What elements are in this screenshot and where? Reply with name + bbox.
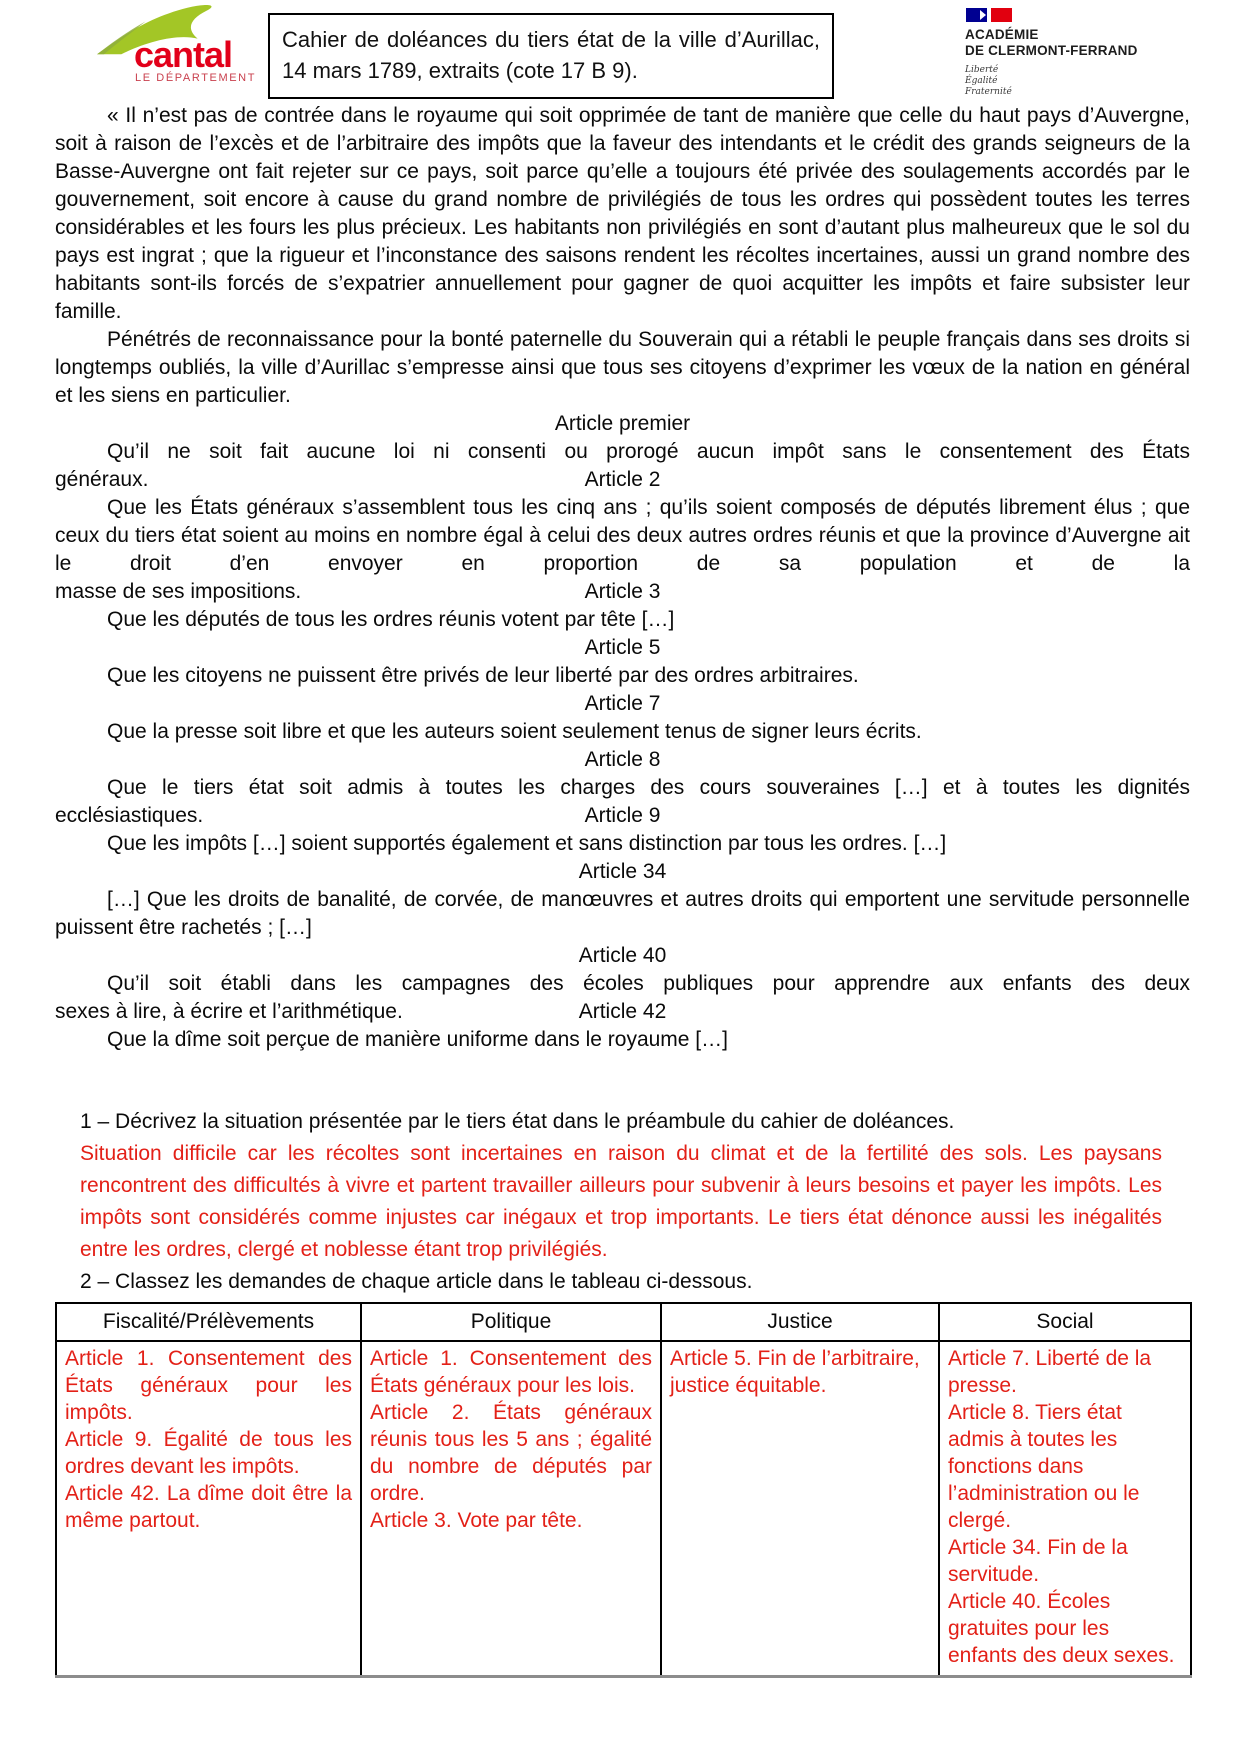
document-title: Cahier de doléances du tiers état de la ville d’Aurillac, 14 mars 1789, extraits (cote 17 B 9). xyxy=(282,27,820,83)
table-cell-item: Article 42. La dîme doit être la même partout. xyxy=(65,1482,352,1532)
table-header-politique: Politique xyxy=(361,1303,661,1341)
questions-section xyxy=(80,1106,1162,1298)
article-heading-8: Article 8 xyxy=(584,748,661,771)
table-cell-item: Article 40. Écoles gratuites pour les enfants des deux sexes. xyxy=(948,1590,1175,1667)
article-heading-7: Article 7 xyxy=(584,692,661,715)
table-cell-item: Article 9. Égalité de tous les ordres devant les impôts. xyxy=(65,1428,352,1478)
table-cell-item: Article 3. Vote par tête. xyxy=(370,1509,583,1532)
article-heading-3: Article 3 xyxy=(584,580,661,603)
article-heading-40: Article 40 xyxy=(578,944,667,967)
table-cell-item: Article 7. Liberté de la presse. xyxy=(948,1347,1152,1397)
table-cell-item: Article 5. Fin de l’arbitraire, justice équitable. xyxy=(670,1347,920,1397)
article-heading-42: Article 42 xyxy=(578,1000,667,1023)
motto-fraternite: Fraternité xyxy=(965,87,1012,97)
academie-name-line2: DE CLERMONT-FERRAND xyxy=(965,43,1138,58)
paragraph-article-7: Que la presse soit libre et que les auteurs soient seulement tenus de signer leurs écrits. xyxy=(107,720,922,743)
paragraph-article-1: Qu’il ne soit fait aucune loi ni consenti ou prorogé aucun impôt sans le consentement des États généraux. Article 2 xyxy=(55,438,1190,494)
cantal-department-label: LE DÉPARTEMENT xyxy=(135,72,257,84)
header xyxy=(0,0,1240,98)
article-heading-5: Article 5 xyxy=(584,636,661,659)
paragraph-remainder: généraux. xyxy=(55,468,149,491)
table-cell-politique xyxy=(361,1341,661,1677)
table-header-justice: Justice xyxy=(661,1303,939,1341)
motto-egalite: Égalité xyxy=(965,76,998,86)
article-heading-34: Article 34 xyxy=(578,860,667,883)
paragraph-remainder: ecclésiastiques. xyxy=(55,804,204,827)
table-cell-item: Article 8. Tiers état admis à toutes les fonctions dans l’administration ou le clergé. xyxy=(948,1401,1140,1532)
question-1: 1 – Décrivez la situation présentée par le tiers état dans le préambule du cahier de doléances. xyxy=(80,1110,955,1133)
table-cell-social xyxy=(939,1341,1191,1677)
paragraph-article-40: Qu’il soit établi dans les campagnes des écoles publiques pour apprendre aux enfants des deux sexes à lire, à écrire et l’arithmétique. Article 42 xyxy=(55,970,1190,1026)
paragraph-remainder: sexes à lire, à écrire et l’arithmétique. xyxy=(55,1000,403,1023)
paragraph-article-2: Que les États généraux s’assemblent tous les cinq ans ; qu’ils soient composés de députés librement élus ; que ceux du tiers état soient au moins en nombre égal à celui des deux autres ordres réunis et que la province d’Auvergne ait le droit d’en envoyer en proportion de sa population et de la masse de ses impositions. Article 3 xyxy=(55,494,1190,606)
answer-1: Situation difficile car les récoltes sont incertaines en raison du climat et de la fertilité des sols. Les paysans rencontrent des difficultés à vivre et partent travailler ailleurs pour subvenir à leurs besoins et payer les impôts. Les impôts sont considérés comme injustes car inégaux et trop importants. Le tiers état dénonce aussi les inégalités entre les ordres, clergé et noblesse étant trop privilégiés. xyxy=(80,1142,1162,1261)
academie-name-line1: ACADÉMIE xyxy=(965,27,1039,42)
table-header-fiscalite: Fiscalité/Prélèvements xyxy=(56,1303,361,1341)
table-header-row xyxy=(56,1303,1191,1341)
paragraph-article-3: Que les députés de tous les ordres réunis votent par tête […] xyxy=(107,608,675,631)
table-cell-item: Article 2. États généraux réunis tous les 5 ans ; égalité du nombre de députés par ordre. xyxy=(370,1401,652,1505)
table-header-social: Social xyxy=(939,1303,1191,1341)
motto-liberte: Liberté xyxy=(965,65,999,75)
paragraph-article-34: […] Que les droits de banalité, de corvée, de manœuvres et autres droits qui emportent une servitude personnelle puissent être rachetés ; […] xyxy=(55,888,1190,939)
paragraph-article-42: Que la dîme soit perçue de manière uniforme dans le royaume […] xyxy=(107,1028,728,1051)
article-heading-9: Article 9 xyxy=(584,804,661,827)
demands-table xyxy=(55,1302,1192,1678)
paragraph-remainder: masse de ses impositions. xyxy=(55,580,302,603)
paragraph-preamble-2: Pénétrés de reconnaissance pour la bonté paternelle du Souverain qui a rétabli le peuple français dans ses droits si longtemps oubliés, la ville d’Aurillac s’empresse ainsi que tous ses citoyens d’exprimer les vœux de la nation en général et les siens en particulier. xyxy=(55,328,1190,407)
cantal-logo xyxy=(84,4,256,84)
question-2: 2 – Classez les demandes de chaque article dans le tableau ci-dessous. xyxy=(80,1270,753,1293)
academie-name xyxy=(965,27,1165,59)
paragraph-article-9: Que les impôts […] soient supportés également et sans distinction par tous les ordres. […] xyxy=(107,832,947,855)
french-flag-icon xyxy=(966,8,1165,22)
cantal-wordmark: cantal xyxy=(134,34,233,75)
paragraph-article-5: Que les citoyens ne puissent être privés de leur liberté par des ordres arbitraires. xyxy=(107,664,859,687)
table-row xyxy=(56,1341,1191,1677)
body-text xyxy=(55,102,1190,1054)
academie-motto xyxy=(965,65,1165,98)
table-cell-justice xyxy=(661,1341,939,1677)
document-title-box xyxy=(268,13,834,99)
table-cell-item: Article 1. Consentement des États généraux pour les impôts. xyxy=(65,1347,352,1424)
article-heading-2: Article 2 xyxy=(584,468,661,491)
table-cell-fiscalite xyxy=(56,1341,361,1677)
article-heading-premier: Article premier xyxy=(554,412,691,435)
table-cell-item: Article 34. Fin de la servitude. xyxy=(948,1536,1128,1586)
paragraph-article-8: Que le tiers état soit admis à toutes les charges des cours souveraines […] et à toutes les dignités ecclésiastiques. Article 9 xyxy=(55,774,1190,830)
academie-logo xyxy=(965,8,1165,98)
paragraph-preamble-1: « Il n’est pas de contrée dans le royaume qui soit opprimée de tant de manière que celle du haut pays d’Auvergne, soit à raison de l’excès et de l’arbitraire des impôts que la faveur des intendants et le crédit des grands seigneurs de la Basse-Auvergne ont fait rejeter sur ce pays, soit parce qu’elle a toujours été privée des soulagements accordés par le gouvernement, soit encore à cause du grand nombre de privilégiés de tous les ordres qui possèdent toutes les terres considérables et les fours les plus précieux. Les habitants non privilégiés en sont d’autant plus malheureux que le sol du pays est ingrat ; que la rigueur et l’inconstance des saisons rendent les récoltes incertaines, aussi un grand nombre des habitants sont-ils forcés de s’expatrier annuellement pour gagner de quoi acquitter les impôts et faire subsister leur famille. xyxy=(55,104,1190,323)
table-cell-item: Article 1. Consentement des États généraux pour les lois. xyxy=(370,1347,652,1397)
